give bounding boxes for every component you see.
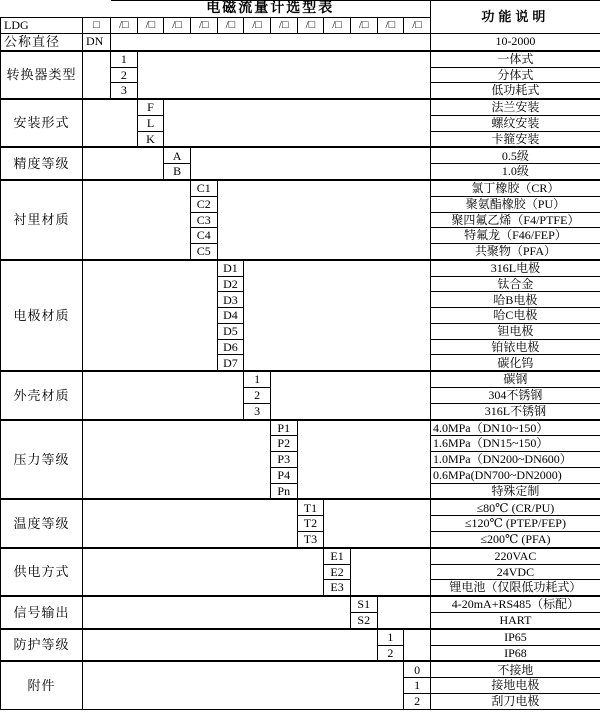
corner-blank xyxy=(1,1,111,18)
function-cell: ≤200℃ (PFA) xyxy=(430,531,600,547)
function-cell: IP68 xyxy=(430,645,600,661)
code-cell: C2 xyxy=(190,196,217,212)
spacer-cell xyxy=(83,596,351,629)
spacer-cell xyxy=(83,629,378,662)
code-cell: S1 xyxy=(350,596,377,612)
code-cell: D5 xyxy=(217,323,244,339)
table-row xyxy=(1,596,600,612)
table-row xyxy=(1,51,600,67)
code-cell: D7 xyxy=(217,355,244,371)
group-label-mounting-type: 安装形式 xyxy=(1,99,83,147)
model-slot: /□ xyxy=(270,18,297,34)
title-row xyxy=(1,1,600,18)
function-cell: 碳化钨 xyxy=(430,355,600,371)
code-cell: D6 xyxy=(217,339,244,355)
function-cell: 1.6MPa（DN15~150） xyxy=(430,436,600,452)
code-cell: F xyxy=(137,99,164,115)
function-cell: 0.5级 xyxy=(430,147,600,163)
model-slot: /□ xyxy=(111,18,138,34)
function-cell: 分体式 xyxy=(430,67,600,83)
code-cell: E1 xyxy=(324,548,351,564)
function-cell: 1.0级 xyxy=(430,164,600,180)
group-label-nominal-diameter: 公称直径 xyxy=(1,33,83,51)
function-cell: IP65 xyxy=(430,629,600,645)
group-label-accessories: 附件 xyxy=(1,661,83,709)
function-cell: HART xyxy=(430,612,600,628)
function-cell: 聚四氟乙烯（F4/PTFE） xyxy=(430,212,600,228)
function-cell: 316L不锈钢 xyxy=(430,403,600,419)
code-cell: K xyxy=(137,131,164,147)
function-cell: 4.0MPa（DN10~150） xyxy=(430,420,600,436)
code-cell: C5 xyxy=(190,244,217,260)
code-cell: 2 xyxy=(404,693,431,709)
group-label-electrode-material: 电极材质 xyxy=(1,260,83,371)
code-cell: 2 xyxy=(377,645,404,661)
group-label-lining-material: 衬里材质 xyxy=(1,180,83,260)
spacer-cell xyxy=(324,499,431,547)
code-cell: 2 xyxy=(111,67,138,83)
spacer-cell xyxy=(350,548,430,596)
code-cell: 3 xyxy=(111,83,138,99)
spacer-cell xyxy=(270,371,430,419)
code-cell: P2 xyxy=(270,436,297,452)
page-title: 电磁流量计选型表 xyxy=(111,1,431,18)
function-cell: 接地电极 xyxy=(430,678,600,694)
function-cell: 304不锈钢 xyxy=(430,388,600,404)
function-cell: 低功耗式 xyxy=(430,83,600,99)
spacer-cell xyxy=(83,661,404,709)
code-cell: B xyxy=(164,164,191,180)
model-box: □ xyxy=(83,18,111,34)
table-row xyxy=(1,260,600,276)
spacer-cell xyxy=(137,51,430,99)
model-slot: /□ xyxy=(217,18,244,34)
spacer-cell xyxy=(244,260,431,371)
model-slot: /□ xyxy=(350,18,377,34)
spacer-cell xyxy=(83,548,324,596)
function-cell: 共聚物（PFA） xyxy=(430,244,600,260)
table-row xyxy=(1,420,600,436)
spacer-cell xyxy=(83,180,191,260)
code-cell: P4 xyxy=(270,467,297,483)
function-cell: 哈B电极 xyxy=(430,292,600,308)
spacer-cell xyxy=(83,99,138,147)
function-cell: 铂铱电极 xyxy=(430,339,600,355)
function-cell: 哈C电极 xyxy=(430,308,600,324)
group-label-signal-output: 信号输出 xyxy=(1,596,83,629)
code-cell: D1 xyxy=(217,260,244,276)
code-cell: Pn xyxy=(270,483,297,499)
model-slot: /□ xyxy=(297,18,324,34)
function-cell: 220VAC xyxy=(430,548,600,564)
code-cell: E3 xyxy=(324,580,351,596)
code-cell: P3 xyxy=(270,452,297,468)
function-cell: 4-20mA+RS485（标配） xyxy=(430,596,600,612)
spacer-cell xyxy=(404,629,431,662)
function-cell: 一体式 xyxy=(430,51,600,67)
code-cell: 3 xyxy=(244,403,271,419)
function-cell: 卡箍安装 xyxy=(430,131,600,147)
group-label-housing-material: 外壳材质 xyxy=(1,371,83,419)
spacer-cell xyxy=(83,499,298,547)
spacer-cell xyxy=(377,596,430,629)
spacer-cell xyxy=(83,420,271,500)
code-cell: 1 xyxy=(404,678,431,694)
function-cell: 10-2000 xyxy=(430,33,600,51)
code-cell: T1 xyxy=(297,499,324,515)
group-label-power-supply: 供电方式 xyxy=(1,548,83,596)
function-cell: 螺纹安装 xyxy=(430,115,600,131)
group-label-pressure-grade: 压力等级 xyxy=(1,420,83,500)
code-cell: 1 xyxy=(377,629,404,645)
function-cell: 刮刀电极 xyxy=(430,693,600,709)
code-cell: L xyxy=(137,115,164,131)
function-cell: ≤80℃ (CR/PU) xyxy=(430,499,600,515)
spacer-cell xyxy=(217,180,430,260)
code-cell: 1 xyxy=(111,51,138,67)
spacer-cell xyxy=(83,147,164,180)
function-cell: 特殊定制 xyxy=(430,483,600,499)
code-cell: T2 xyxy=(297,516,324,532)
function-cell: 法兰安装 xyxy=(430,99,600,115)
code-cell: C1 xyxy=(190,180,217,196)
function-cell: 24VDC xyxy=(430,564,600,580)
code-cell: D3 xyxy=(217,292,244,308)
function-cell: 锂电池（仅限低功耗式） xyxy=(430,580,600,596)
spacer-cell xyxy=(297,420,430,500)
code-cell: T3 xyxy=(297,531,324,547)
spacer-cell xyxy=(164,99,431,147)
model-slot: /□ xyxy=(137,18,164,34)
model-slot: /□ xyxy=(164,18,191,34)
model-prefix: LDG xyxy=(1,18,83,34)
table-row xyxy=(1,180,600,196)
function-cell: ≤120℃ (PTEP/FEP) xyxy=(430,516,600,532)
group-label-transmitter-type: 转换器类型 xyxy=(1,51,83,99)
function-cell: 0.6MPa(DN700~DN2000) xyxy=(430,467,600,483)
model-slot: /□ xyxy=(377,18,404,34)
function-cell: 钛合金 xyxy=(430,276,600,292)
code-cell: E2 xyxy=(324,564,351,580)
table-row xyxy=(1,371,600,387)
code-cell: P1 xyxy=(270,420,297,436)
model-slot: /□ xyxy=(404,18,431,34)
function-cell: 不接地 xyxy=(430,661,600,677)
table-row xyxy=(1,499,600,515)
diameter-row xyxy=(1,33,600,51)
spacer-cell xyxy=(83,51,111,99)
table-row xyxy=(1,147,600,163)
table-row xyxy=(1,99,600,115)
model-slot: /□ xyxy=(244,18,271,34)
function-cell: 1.0MPa（DN200~DN600） xyxy=(430,452,600,468)
function-cell: 氯丁橡胶（CR） xyxy=(430,180,600,196)
function-cell: 聚氨酯橡胶（PU） xyxy=(430,196,600,212)
model-slot: /□ xyxy=(190,18,217,34)
code-cell: D2 xyxy=(217,276,244,292)
code-cell: 1 xyxy=(244,371,271,387)
code-cell: C4 xyxy=(190,228,217,244)
code-cell: S2 xyxy=(350,612,377,628)
code-cell: D4 xyxy=(217,308,244,324)
spacer-cell xyxy=(83,260,218,371)
spacer-cell xyxy=(83,371,244,419)
function-cell: 碳钢 xyxy=(430,371,600,387)
group-label-temperature-grade: 温度等级 xyxy=(1,499,83,547)
code-cell: A xyxy=(164,147,191,163)
function-cell: 特氟龙（F46/FEP） xyxy=(430,228,600,244)
function-cell: 316L电极 xyxy=(430,260,600,276)
code-cell: 0 xyxy=(404,661,431,677)
function-column-header: 功能说明 xyxy=(430,1,600,34)
code-cell: 2 xyxy=(244,388,271,404)
table-row xyxy=(1,661,600,677)
spacer-cell xyxy=(190,147,430,180)
code-cell: DN xyxy=(83,33,111,51)
group-label-protection-grade: 防护等级 xyxy=(1,629,83,662)
model-slot: /□ xyxy=(324,18,351,34)
function-cell: 钽电极 xyxy=(430,323,600,339)
group-label-accuracy-grade: 精度等级 xyxy=(1,147,83,180)
spacer-cell xyxy=(111,33,431,51)
table-row xyxy=(1,629,600,645)
table-row xyxy=(1,548,600,564)
code-cell: C3 xyxy=(190,212,217,228)
